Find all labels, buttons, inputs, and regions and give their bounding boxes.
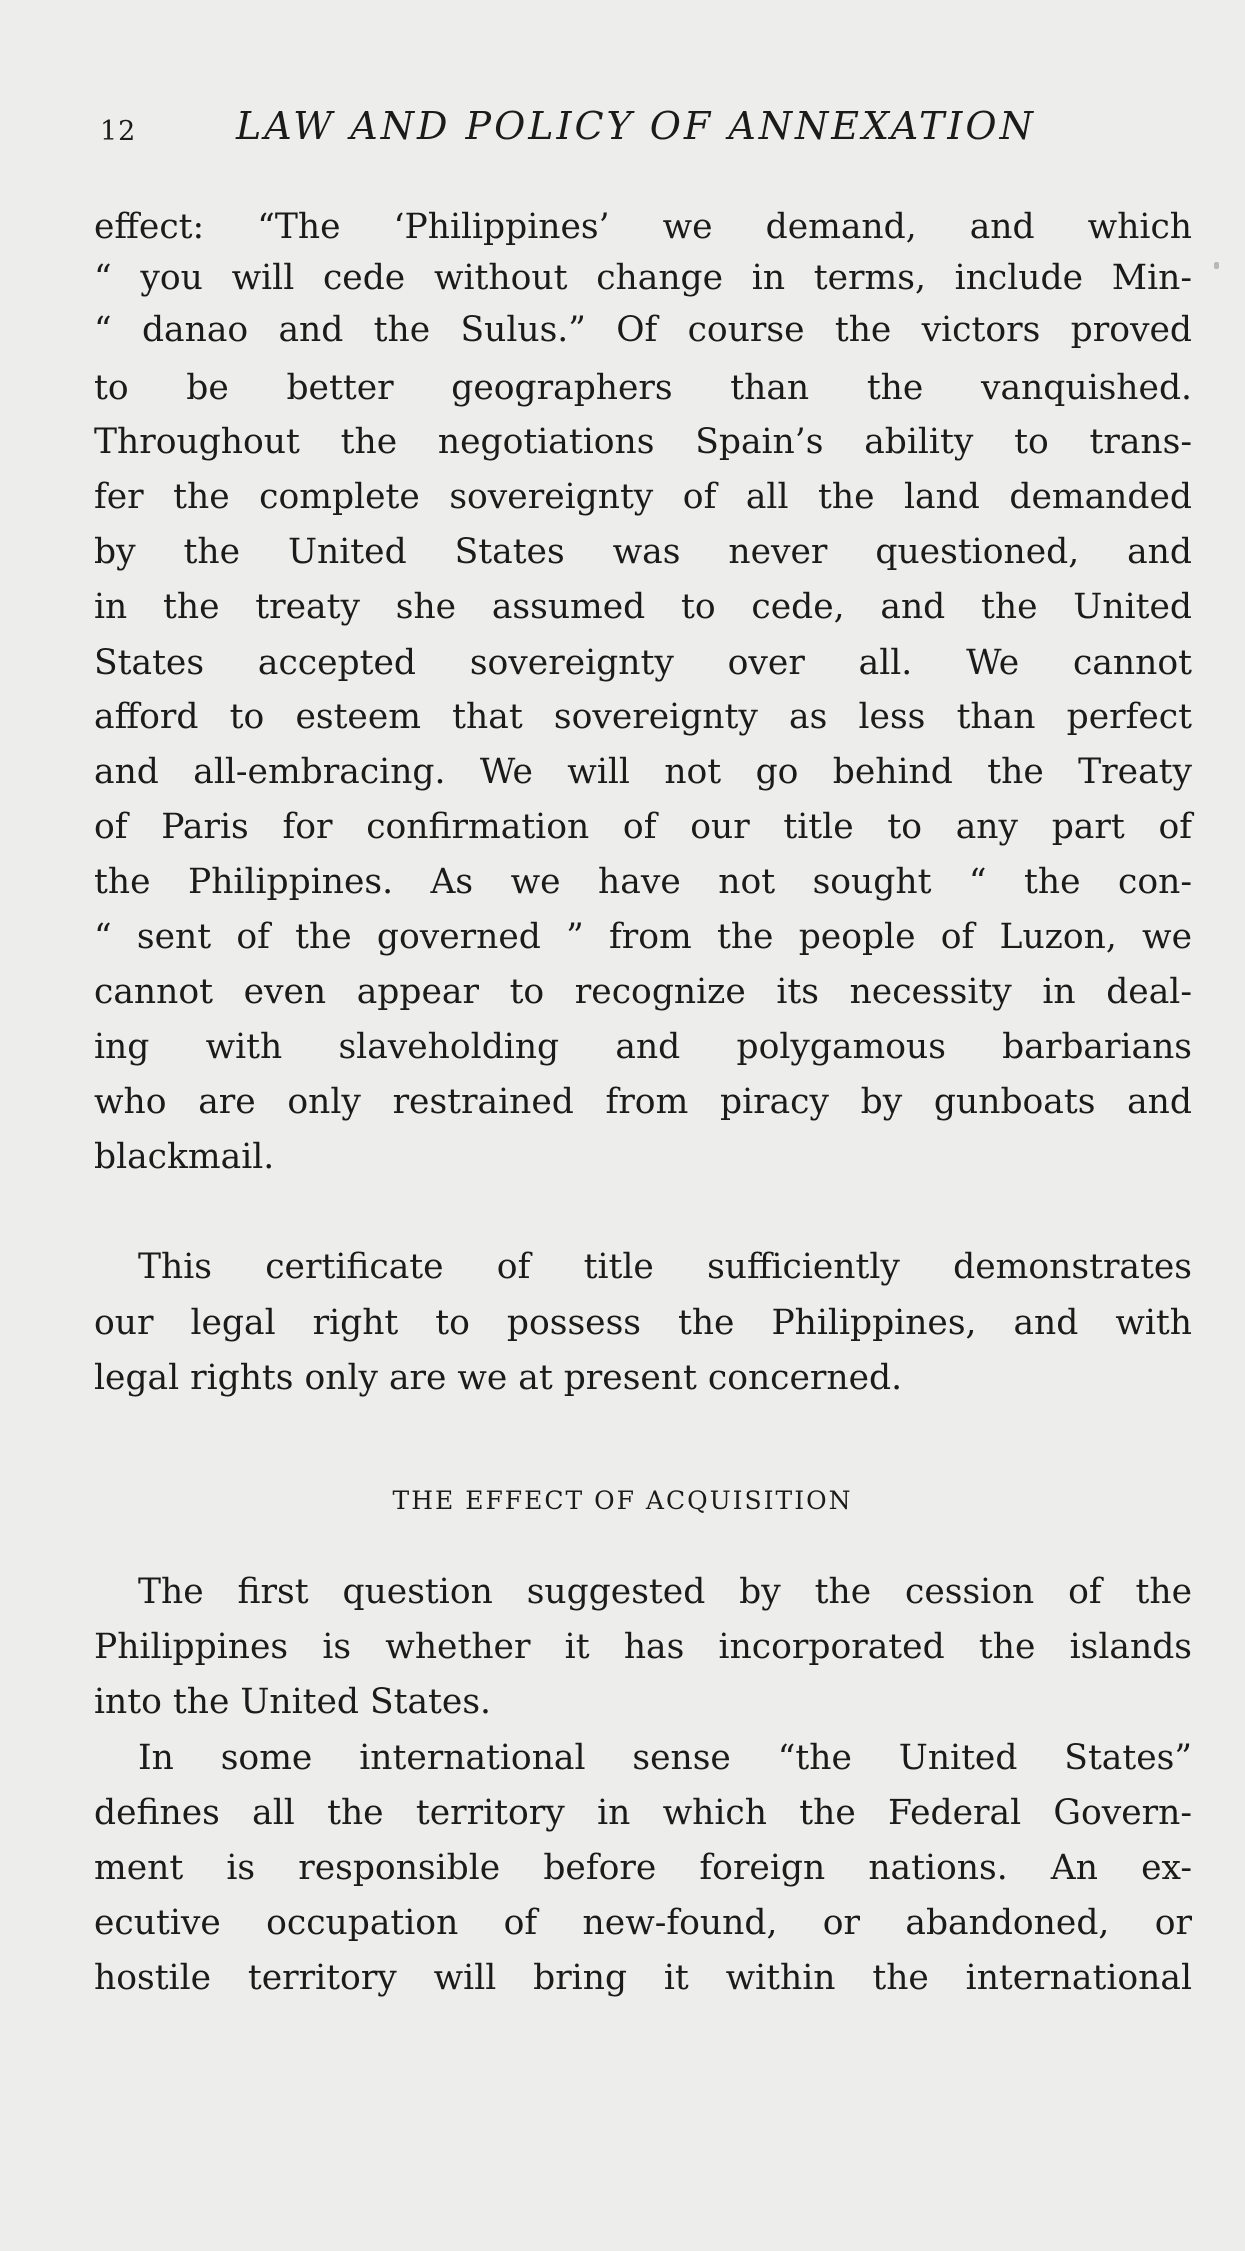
text-line: legal rights only are we at present concerned. xyxy=(94,1358,903,1398)
running-head xyxy=(100,104,1190,160)
text-line: in the treaty she assumed to cede, and the United xyxy=(94,587,1192,627)
text-line: ing with slaveholding and polygamous barbarians xyxy=(94,1027,1192,1067)
text-line: ecutive occupation of new-found, or abandoned, or xyxy=(94,1903,1192,1943)
text-line: hostile territory will bring it within the international xyxy=(94,1958,1192,1998)
text-line: blackmail. xyxy=(94,1137,275,1177)
running-title: LAW AND POLICY OF ANNEXATION xyxy=(236,104,1036,148)
text-line: “ danao and the Sulus.” Of course the victors proved xyxy=(94,310,1192,350)
text-line: by the United States was never questioned, and xyxy=(94,532,1192,572)
text-line: In some international sense “the United States” xyxy=(138,1738,1192,1778)
text-line: cannot even appear to recognize its necessity in deal- xyxy=(94,972,1192,1012)
text-line: “ you will cede without change in terms, include Min- xyxy=(94,258,1192,298)
text-line: fer the complete sovereignty of all the land demanded xyxy=(94,477,1192,517)
text-line: defines all the territory in which the Federal Govern- xyxy=(94,1793,1192,1833)
section-heading: THE EFFECT OF ACQUISITION xyxy=(392,1486,853,1515)
text-line: of Paris for confirmation of our title to any part of xyxy=(94,807,1192,847)
text-line: the Philippines. As we have not sought “ the con- xyxy=(94,862,1192,902)
text-line: Philippines is whether it has incorporated the islands xyxy=(94,1627,1192,1667)
text-line: into the United States. xyxy=(94,1682,492,1722)
scan-smudge xyxy=(1214,262,1219,269)
text-line: This certificate of title sufficiently demonstrates xyxy=(138,1247,1192,1287)
text-line: to be better geographers than the vanquished. xyxy=(94,368,1192,408)
text-line: States accepted sovereignty over all. We cannot xyxy=(94,643,1192,683)
text-line: our legal right to possess the Philippines, and with xyxy=(94,1303,1192,1343)
text-line: ment is responsible before foreign nations. An ex- xyxy=(94,1848,1192,1888)
text-line: and all-embracing. We will not go behind the Treaty xyxy=(94,752,1192,792)
text-line: afford to esteem that sovereignty as less than perfect xyxy=(94,697,1192,737)
text-line: effect: “The ‘Philippines’ we demand, and which xyxy=(94,207,1192,247)
text-line: The first question suggested by the cession of the xyxy=(138,1572,1192,1612)
text-line: “ sent of the governed ” from the people of Luzon, we xyxy=(94,917,1192,957)
page-number: 12 xyxy=(100,116,137,147)
text-line: who are only restrained from piracy by gunboats and xyxy=(94,1082,1192,1122)
text-line: Throughout the negotiations Spain’s ability to trans- xyxy=(94,422,1192,462)
